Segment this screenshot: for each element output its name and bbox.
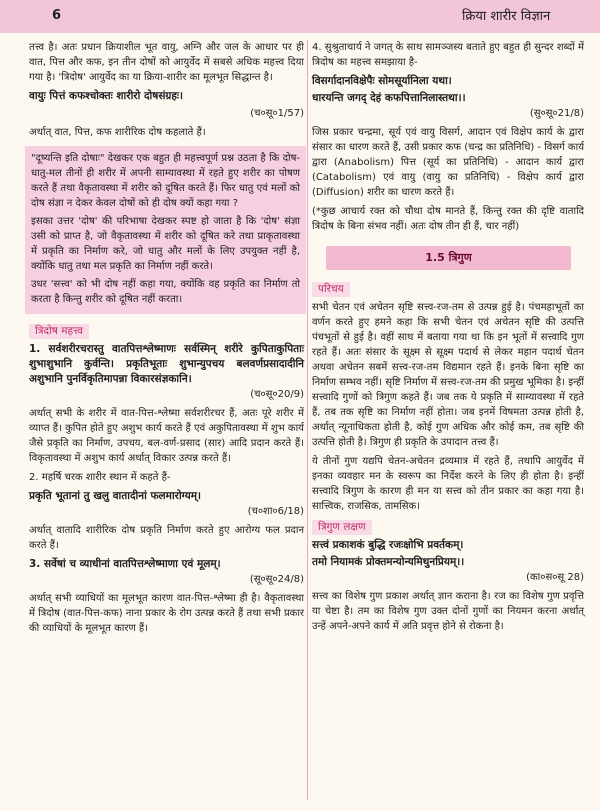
subheading-tridosha-mahatva: त्रिदोष महत्त्व	[29, 324, 89, 339]
left-column	[29, 40, 304, 640]
verse-reference: (का०स०सू 28)	[526, 572, 584, 583]
paragraph: अर्थात् सभी के शरीर में वात-पित्त-श्लेष्मा सर्वशरीरचर हैं, अतः पूरे शरीर में व्याप्त हैं। कुपित होते हुए अशुभ कार्य करते हैं एवं अकुपितावस्था में शुभ कार्य जैसे प्रकृति का निर्माण, उपचय, बल-वर्ण-प्रसाद (सार) आदि प्रदान करते हैं। विकृतावस्था में अशुभ कार्य अर्थात् विकार उत्पन्न करते हैं।	[29, 408, 304, 464]
paragraph: 4. सुश्रुताचार्य ने जगत् के साथ सामञ्जस्य बताते हुए बहुत ही सुन्दर शब्दों में त्रिदोष का महत्त्व समझाया है-	[312, 42, 584, 68]
verse-reference: (च०सू०20/9)	[250, 389, 304, 400]
column-divider	[307, 40, 308, 800]
verse: तमो नियामकं प्रोक्तमन्योन्यमिथुनप्रियम्।।	[312, 556, 465, 568]
right-column	[312, 40, 584, 638]
verse: धारयन्ति जगद् देहं कफपित्तानिलास्तथा।।	[312, 92, 466, 104]
paragraph: सभी चेतन एवं अचेतन सृष्टि सत्त्व-रज-तम से उत्पन्न हुई है। पंचमहाभूतों का वर्णन करते हुए हमने कहा कि सभी चेतन एवं अचेतन सृष्टि की उत्पत्ति पंचभूतों से हुई है। वहीं साथ में बताया गया था कि इन भूतों में सत्त्वादि गुण रहते हैं। अतः संसार के सूक्ष्म से सूक्ष्म पदार्थ से लेकर महान पदार्थ चेतन अथवा अचेतन सबमें सत्त्व-रज-तम विद्यमान रहते हैं। इनके बिना सृष्टि का निर्माण सम्भव नहीं। सृष्टि निर्माण में सत्त्व-रज-तम की प्रमुख भूमिका है। इन्हीं सत्त्वादि गुणों को त्रिगुण कहते हैं। जब तक ये प्रकृति में साम्यावस्था में रहते हैं, तब तक सृष्टि का निर्माण नहीं होता। जब इनमें विषमता उत्पन्न होती है, अर्थात् न्यूनाधिकता होती है, कोई गुण अधिक और कोई कम, तब सृष्टि की उत्पत्ति होती है। त्रिगुण ही प्रकृति के उपादान तत्त्व हैं।	[312, 302, 584, 448]
page-header-band	[0, 0, 600, 33]
paragraph: ये तीनों गुण यद्यपि चेतन-अचेतन द्रव्यमात्र में रहते हैं, तथापि आयुर्वेद में इनका व्यवहार मन के स्वरूप का निर्देश करने के लिए ही होता है। इन्हीं सत्त्वादि त्रिगुण के कारण ही मन या सत्त्व को तीन प्रकार का कहा गया है। सात्त्विक, राजसिक, तामसिक।	[312, 456, 584, 512]
verse-reference: (च०शा०6/18)	[247, 506, 304, 517]
box-paragraph: उधर 'सत्त्व' को भी दोष नहीं कहा गया, क्योंकि वह प्रकृति का निर्माण तो करता है किन्तु शरीर को दूषित नहीं करता।	[31, 279, 300, 305]
paragraph: अर्थात् वात, पित्त, कफ शारीरिक दोष कहलाते हैं।	[29, 127, 206, 138]
verse-reference: (च०सू०1/57)	[250, 108, 304, 119]
section-heading-triguna: 1.5 त्रिगुण	[326, 246, 571, 270]
paragraph: तत्त्व है। अतः प्रधान क्रियाशील भूत वायु, अग्नि और जल के आधार पर ही वात, पित्त और कफ, इन तीन दोषों को आयुर्वेद में सबसे अधिक महत्त्व दिया गया है। 'त्रिदोष' आयुर्वेद का या क्रिया-शारीर का मूलभूत सिद्धान्त है।	[29, 42, 304, 83]
verse: सत्त्वं प्रकाशकं बुद्धि रजःक्षोभि प्रवर्तकम्।	[312, 539, 464, 551]
highlight-box	[25, 146, 306, 314]
paragraph: 2. महर्षि चरक शारीर स्थान में कहते हैं-	[29, 472, 171, 483]
paragraph: अर्थात् वातादि शारीरिक दोष प्रकृति निर्माण करते हुए आरोग्य फल प्रदान करते हैं।	[29, 525, 304, 551]
paragraph: (*कुछ आचार्य रक्त को चौथा दोष मानते हैं, किन्तु रक्त की दृष्टि वातादि त्रिदोष के बिना संभव नहीं। अतः दोष तीन ही हैं, चार नहीं)	[312, 206, 584, 232]
verse: विसर्गादानविक्षेपैः सोमसूर्यानिला यथा।	[312, 75, 452, 87]
paragraph: अर्थात् सभी व्याधियों का मूलभूत कारण वात-पित्त-श्लेष्मा ही है। वैकृतावस्था में त्रिदोष (वात-पित्त-कफ) नाना प्रकार के रोग उत्पन्न करते हैं तथा सभी प्रकार की व्याधियों के मूलभूत कारण हैं।	[29, 593, 304, 634]
paragraph: जिस प्रकार चन्द्रमा, सूर्य एवं वायु विसर्ग, आदान एवं विक्षेप कार्य के द्वारा संसार का धारण करते हैं, उसी प्रकार कफ (चन्द्र का प्रतिनिधि) - विसर्ग कार्य द्वारा (Anabolism) पित्त (सूर्य का प्रतिनिधि) - आदान कार्य द्वारा (Catabolism) एवं वायु (वायु का प्रतिनिधि) - विक्षेप कार्य द्वारा (Diffusion) शरीर का धारण करते हैं।	[312, 127, 584, 198]
verse: 3. सर्वेषां च व्याधीनां वातपित्तश्लेष्माणा एवं मूलम्।	[29, 558, 221, 570]
verse-reference: (सू०सू०24/8)	[249, 574, 304, 585]
subheading-parichay: परिचय	[312, 282, 350, 297]
page-number: 6	[52, 8, 62, 23]
running-title: क्रिया शारीर विज्ञान	[462, 9, 551, 24]
verse-reference: (सु०सू०21/8)	[529, 108, 584, 119]
box-paragraph: "दूष्यन्ति इति दोषाः" देखकर एक बहुत ही महत्त्वपूर्ण प्रश्न उठता है कि दोष-धातु-मल तीनों ही शरीर में अपनी साम्यावस्था में रहते हुए शरीर का पोषण करते हैं तथा वैकृतावस्था में शरीर को दूषित करते हैं। फिर धातु एवं मलों को दोष संज्ञा न देकर केवल दोषों को ही दोष क्यों कहा गया ?	[31, 153, 300, 209]
verse: वायुः पित्तं कफश्चोक्तः शारीरो दोषसंग्रहः।	[29, 90, 184, 102]
verse: 1. सर्वशरीरचरास्तु वातपित्तश्लेष्माणः सर्वस्मिन् शरीरे कुपिताकुपिताः शुभाशुभानि कुर्वन्ति। प्रकृतिभूताः शुभान्युपचय बलवर्णप्रसादादीनि अशुभानि पुनर्विकृतिमापन्ना विकारसंज्ञकानि।	[29, 343, 304, 385]
verse: प्रकृति भूतानां तु खलु वातादीनां फलमारोग्यम्।	[29, 490, 201, 502]
box-paragraph: इसका उत्तर 'दोष' की परिभाषा देखकर स्पष्ट हो जाता है कि 'दोष' संज्ञा उसी को प्राप्त है, जो वैकृतावस्था में शरीर को दूषित करे तथा प्राकृतावस्था में प्रकृति का निर्माण करे, जो धातु और मलों के लिए उपयुक्त नहीं है, क्योंकि धातु तथा मल प्रकृति का निर्माण नहीं करते।	[31, 216, 300, 272]
subheading-triguna-lakshan: त्रिगुण लक्षण	[312, 520, 372, 535]
paragraph: सत्त्व का विशेष गुण प्रकाश अर्थात् ज्ञान कराना है। रज का विशेष गुण प्रवृत्ति या चेष्टा है। तम का विशेष गुण उक्त दोनों गुणों का नियमन करना अर्थात् उन्हें अपने-अपने कार्य में अति प्रवृत्त होने से रोकना है।	[312, 591, 584, 632]
